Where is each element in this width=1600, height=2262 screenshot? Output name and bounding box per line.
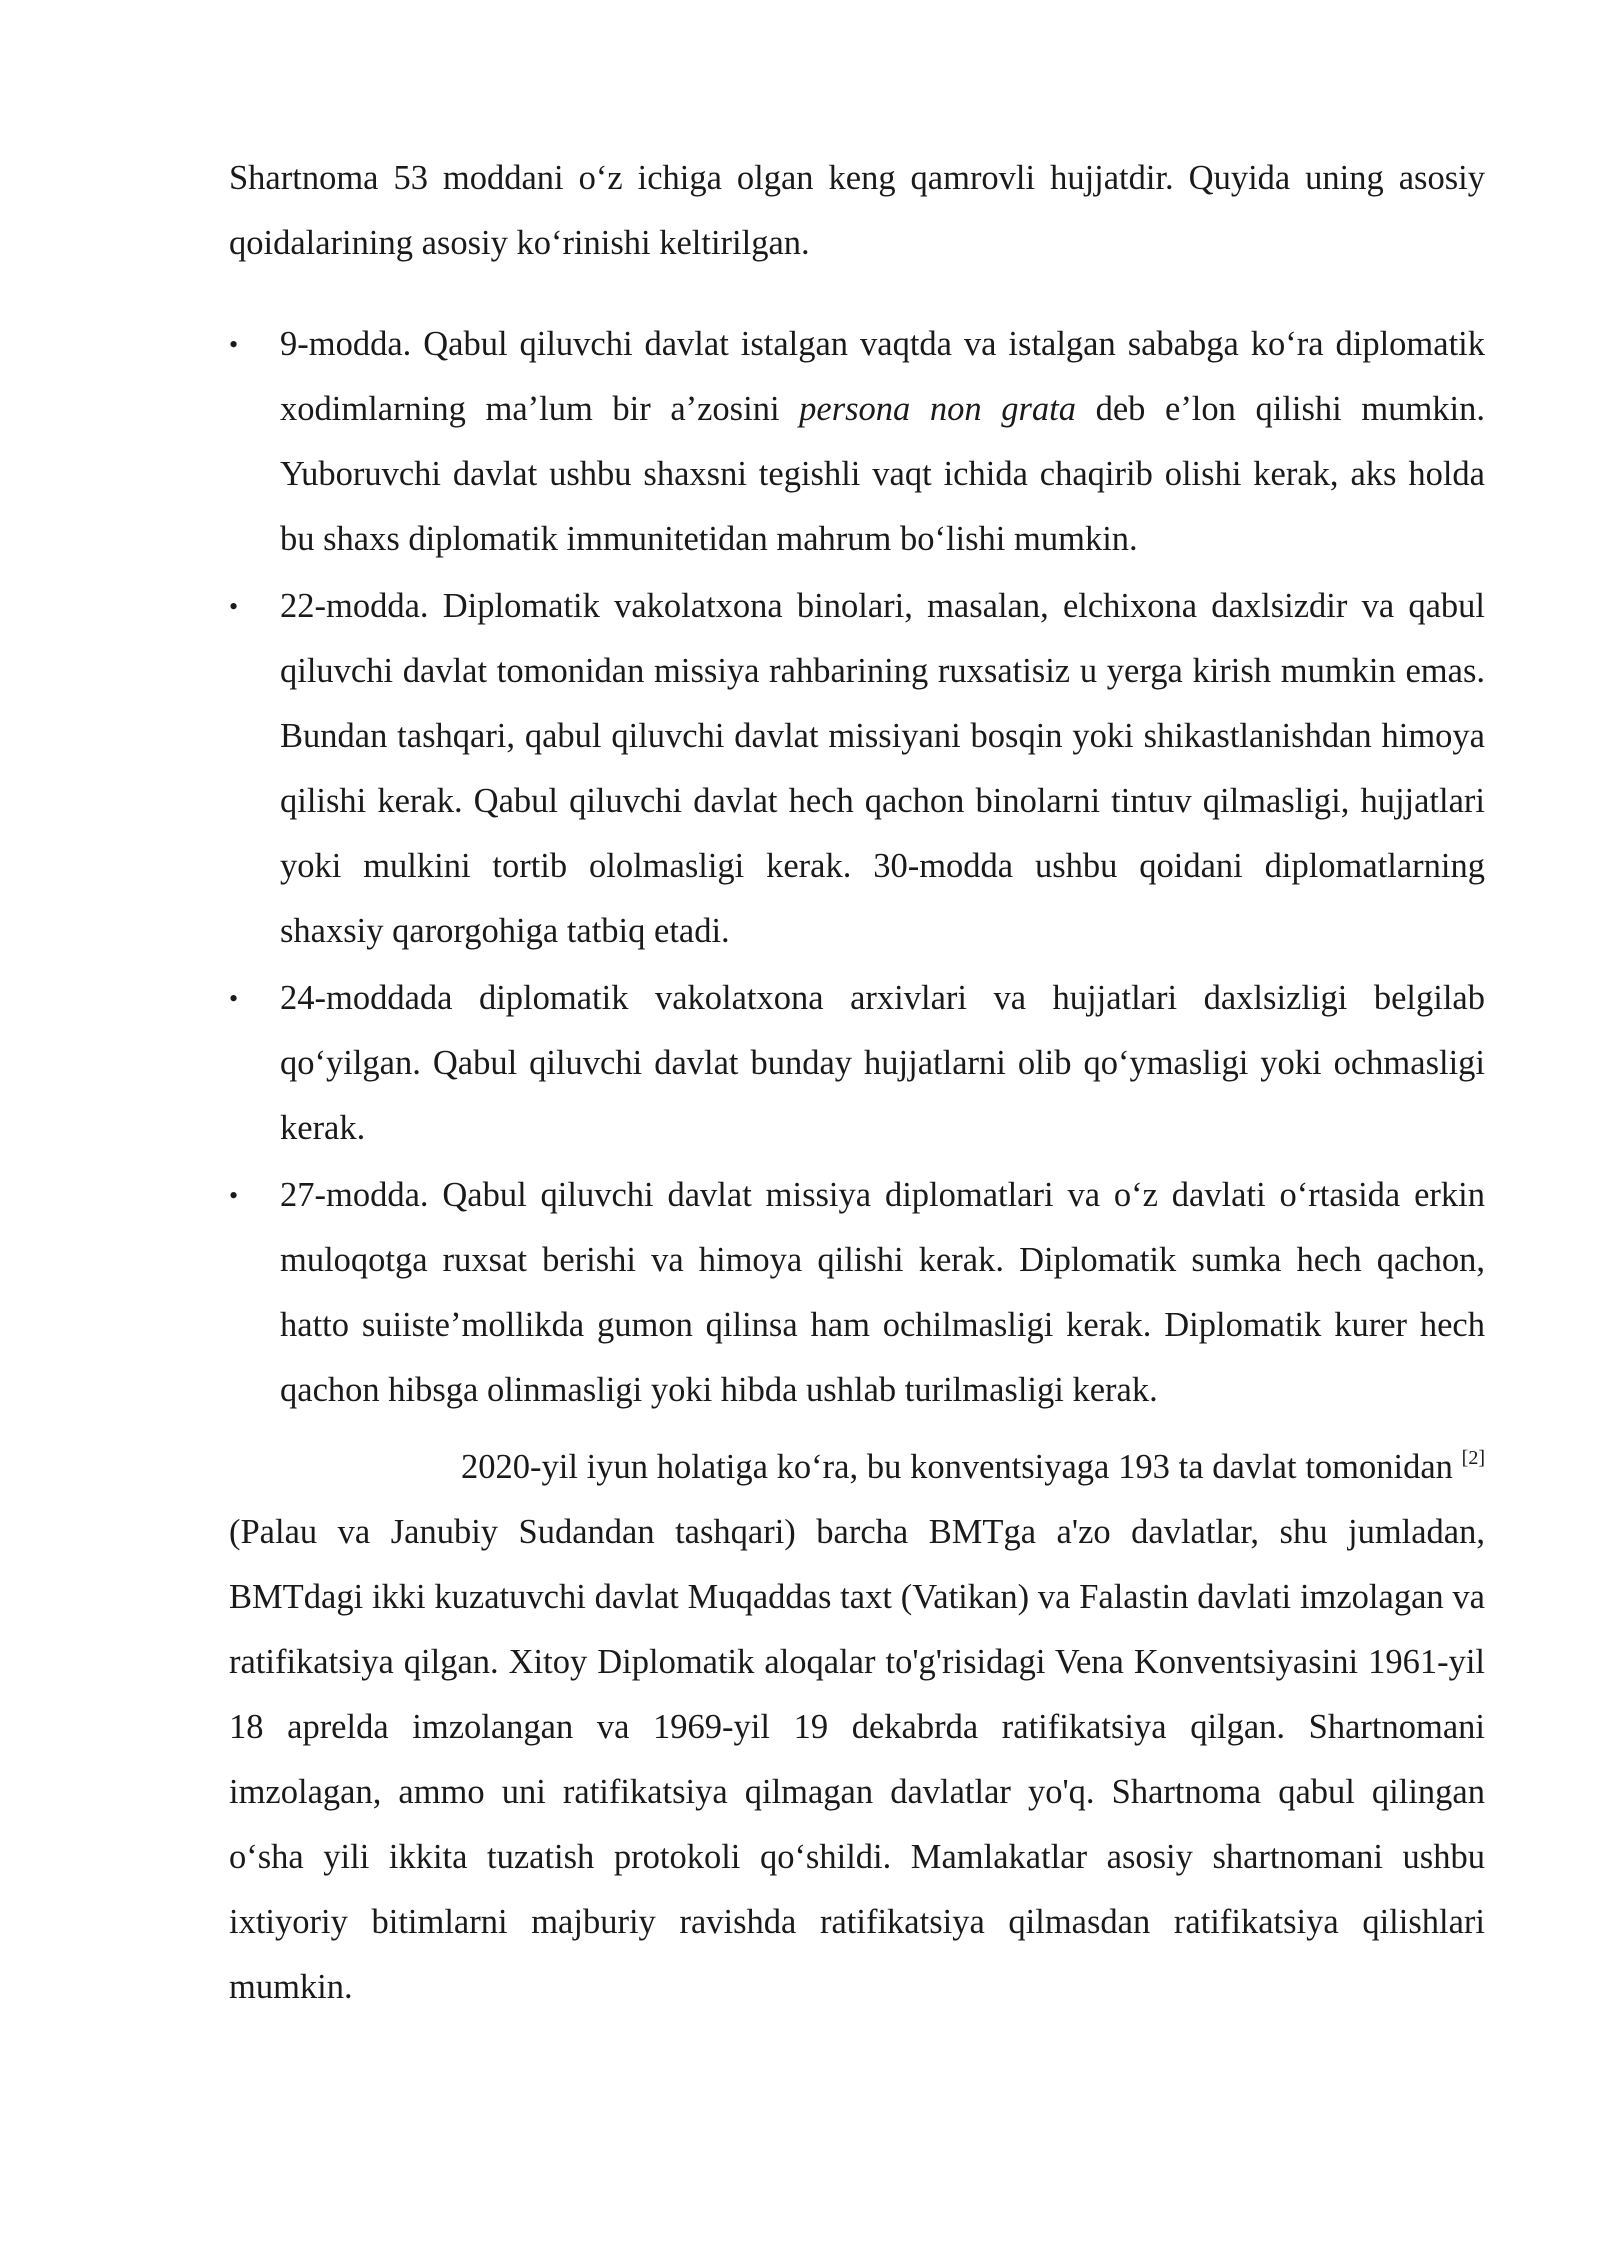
list-item-article-22 <box>229 574 1485 964</box>
article-9-text-start: 9-modda. Qabul qiluvchi davlat istalgan vaqtda va istalgan sababga koʻra diplomatik xodimlarning maʼlum bir aʼzosini <box>280 325 1485 428</box>
closing-text-start: 2020-yil iyun holatiga koʻra, bu konventsiyaga 193 ta davlat tomonidan <box>461 1448 1462 1486</box>
bullet-icon: • <box>229 984 239 1013</box>
closing-text-end: (Palau va Janubiy Sudandan tashqari) barcha BMTga a'zo davlatlar, shu jumladan, BMTdagi ikki kuzatuvchi davlat Muqaddas taxt (Vatikan) va Falastin davlati imzolagan va ratifikatsiya qilgan. Xitoy Diplomatik aloqalar to'g'risidagi Vena Konventsiyasini 1961-yil 18 aprelda imzolangan va 1969-yil 19 dekabrda ratifikatsiya qilgan. Shartnomani imzolagan, ammo uni ratifikatsiya qilmagan davlatlar yo'q. Shartnoma qabul qilingan oʻsha yili ikkita tuzatish protokoli qoʻshildi. Mamlakatlar asosiy shartnomani ushbu ixtiyoriy bitimlarni majburiy ravishda ratifikatsiya qilmasdan ratifikatsiya qilishlari mumkin. <box>229 1513 1485 2006</box>
bullet-icon: • <box>229 592 239 621</box>
article-24-text: 24-moddada diplomatik vakolatxona arxivlari va hujjatlari daxlsizligi belgilab qoʻyilgan. Qabul qiluvchi davlat bunday hujjatlarni olib qoʻymasligi yoki ochmasligi kerak. <box>280 979 1485 1147</box>
closing-paragraph <box>229 1435 1485 2020</box>
bullet-icon: • <box>229 330 239 359</box>
article-22-text: 22-modda. Diplomatik vakolatxona binolari, masalan, elchixona daxlsizdir va qabul qiluvchi davlat tomonidan missiya rahbarining ruxsatisiz u yerga kirish mumkin emas. Bundan tashqari, qabul qiluvchi davlat missiyani bosqin yoki shikastlanishdan himoya qilishi kerak. Qabul qiluvchi davlat hech qachon binolarni tintuv qilmasligi, hujjatlari yoki mulkini tortib ololmasligi kerak. 30-modda ushbu qoidani diplomatlarning shaxsiy qarorgohiga tatbiq etadi. <box>280 587 1485 950</box>
article-9-text-end: deb eʼlon qilishi mumkin. Yuboruvchi davlat ushbu shaxsni tegishli vaqt ichida chaqirib olishi kerak, aks holda bu shaxs diplomatik immunitetidan mahrum boʻlishi mumkin. <box>280 390 1485 558</box>
list-item-article-24 <box>229 966 1485 1161</box>
document-body <box>229 146 1485 2020</box>
articles-list <box>229 312 1485 1423</box>
list-item-article-27 <box>229 1163 1485 1423</box>
list-item-article-9 <box>229 312 1485 572</box>
article-27-text: 27-modda. Qabul qiluvchi davlat missiya diplomatlari va oʻz davlati oʻrtasida erkin muloqotga ruxsat berishi va himoya qilishi kerak. Diplomatik sumka hech qachon, hatto suiisteʼmollikda gumon qilinsa ham ochilmasligi kerak. Diplomatik kurer hech qachon hibsga olinmasligi yoki hibda ushlab turilmasligi kerak. <box>280 1176 1485 1409</box>
footnote-reference-link[interactable]: [2] <box>1461 1447 1485 1469</box>
intro-paragraph: Shartnoma 53 moddani oʻz ichiga olgan keng qamrovli hujjatdir. Quyida uning asosiy qoidalarining asosiy koʻrinishi keltirilgan. <box>229 159 1485 262</box>
bullet-icon: • <box>229 1181 239 1210</box>
article-9-italic-term: persona non grata <box>799 390 1076 428</box>
